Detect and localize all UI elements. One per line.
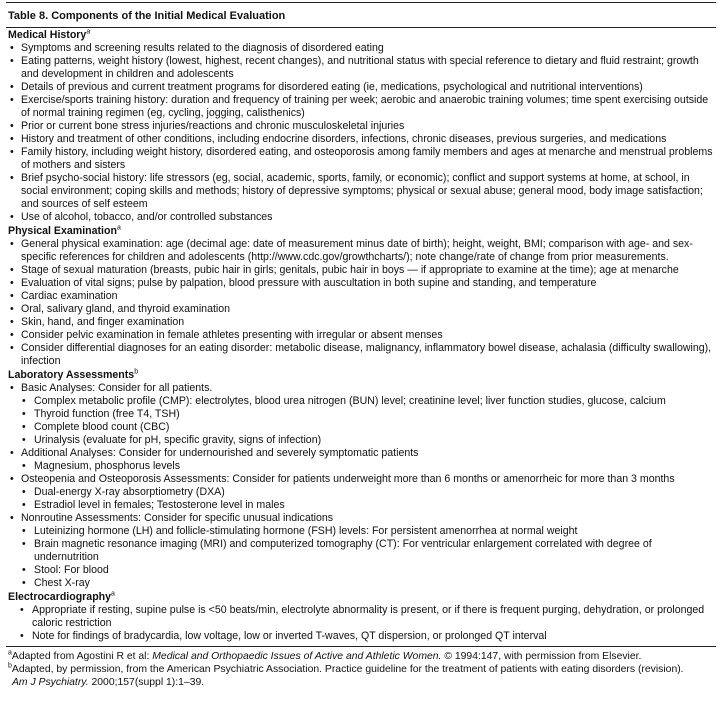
list-item: • Evaluation of vital signs; pulse by palpation, blood pressure with auscultation in both supine and standing, and temperature [6,277,716,290]
lab-basic: • Basic Analyses: Consider for all patients. [6,382,716,395]
list-item: • Exercise/sports training history: duration and frequency of training per week; aerobic and anaerobic training volumes; time spent exercising outside of normal training regimen (eg, cycling, jogging, calisthenics) [6,94,716,120]
list-item: • Consider pelvic examination in female athletes presenting with irregular or absent menses [6,329,716,342]
ecg-heading: Electrocardiography$^a$ [8,590,115,603]
lab-list [6,382,716,590]
physical-exam-list [6,238,716,368]
list-item: • Eating patterns, weight history (lowest, highest, recent changes), and nutritional status with special reference to dietary and fluid restraint; growth and development in children and adolescents [6,55,716,81]
list-item: • Stage of sexual maturation (breasts, pubic hair in girls; genitals, pubic hair in boys — if appropriate to examine at the time); age at menarche [6,264,716,277]
list-item: • Skin, hand, and finger examination [6,316,716,329]
title-rule [6,27,716,28]
footnote-a: $^a$Adapted from Agostini R et al: Medical and Orthopaedic Issues of Active and Athletic Women. © 1994:147, with permission from Elsevier. [8,649,642,662]
ecg-list [6,604,716,643]
list-item: • Details of previous and current treatment programs for disordered eating (ie, medications, psychological and nutritional interventions) [6,81,716,94]
list-item: • Consider differential diagnoses for an eating disorder: metabolic disease, malignancy, inflammatory bowel disease, achalasia (difficulty swallowing), infection [6,342,716,368]
list-item: • History and treatment of other conditions, including endocrine disorders, infections, chronic diseases, previous surgeries, and medications [6,133,716,146]
list-item: • Brain magnetic resonance imaging (MRI) and computerized tomography (CT): For ventricular enlargement correlated with degree of undernutrition [6,538,716,564]
list-item: • Estradiol level in females; Testosterone level in males [6,499,716,512]
list-item: • Cardiac examination [6,290,716,303]
lab-osteo: • Osteopenia and Osteoporosis Assessments: Consider for patients underweight more than 6 months or amenorrheic for more than 3 months [6,473,716,486]
list-item: • Complex metabolic profile (CMP): electrolytes, blood urea nitrogen (BUN) level; creatinine level; liver function studies, glucose, calcium [6,395,716,408]
list-item: • Use of alcohol, tobacco, and/or controlled substances [6,211,716,224]
physical-exam-heading: Physical Examination$^a$ [8,224,121,237]
list-item: • Appropriate if resting, supine pulse is <50 beats/min, electrolyte abnormality is present, or if there is frequent purging, dehydration, or prolonged caloric restriction [6,604,716,630]
list-item: • Brief psycho-social history: life stressors (eg, social, academic, sports, family, or economic); conflict and support systems at home, at school, in social environment; coping skills and methods; history of depressive symptoms; physical or sexual abuse; general mood, body image satisfaction; and sources of self esteem [6,172,716,211]
list-item: • Oral, salivary gland, and thyroid examination [6,303,716,316]
list-item: • Urinalysis (evaluate for pH, specific gravity, signs of infection) [6,434,716,447]
table-title: Table 8. Components of the Initial Medical Evaluation [8,10,286,22]
list-item: • Dual-energy X-ray absorptiometry (DXA) [6,486,716,499]
list-item: • Prior or current bone stress injuries/reactions and chronic musculoskeletal injuries [6,120,716,133]
list-item: • Thyroid function (free T4, TSH) [6,408,716,421]
lab-nonroutine: • Nonroutine Assessments: Consider for specific unusual indications [6,512,716,525]
list-item: • Note for findings of bradycardia, low voltage, low or inverted T-waves, QT dispersion, or prolonged QT interval [6,630,716,643]
list-item: • Symptoms and screening results related to the diagnosis of disordered eating [6,42,716,55]
lab-heading: Laboratory Assessments$^b$ [8,368,139,381]
list-item: • General physical examination: age (decimal age: date of measurement minus date of birth); height, weight, BMI; comparison with age- and sex-specific references for children and adolescents (http://www.cdc.gov/growthcharts/); note change/rate of change from prior measurements. [6,238,716,264]
medical-history-heading: Medical History$^a$ [8,28,91,41]
list-item: • Magnesium, phosphorus levels [6,460,716,473]
footnote-b-citation: Am J Psychiatry. 2000;157(suppl 1):1–39. [12,677,205,688]
list-item: • Stool: For blood [6,564,716,577]
list-item: • Family history, including weight history, disordered eating, and osteoporosis among family members and ages at menarche and menstrual problems of mothers and sisters [6,146,716,172]
footnotes [6,647,716,689]
footnote-b: $^b$Adapted, by permission, from the American Psychiatric Association. Practice guideline for the treatment of patients with eating disorders (revision). [8,662,684,675]
lab-additional: • Additional Analyses: Consider for undernourished and severely symptomatic patients [6,447,716,460]
list-item: • Complete blood count (CBC) [6,421,716,434]
medical-history-list [6,42,716,224]
list-item: • Chest X-ray [6,577,716,590]
list-item: • Luteinizing hormone (LH) and follicle-stimulating hormone (FSH) levels: For persistent amenorrhea at normal weight [6,525,716,538]
